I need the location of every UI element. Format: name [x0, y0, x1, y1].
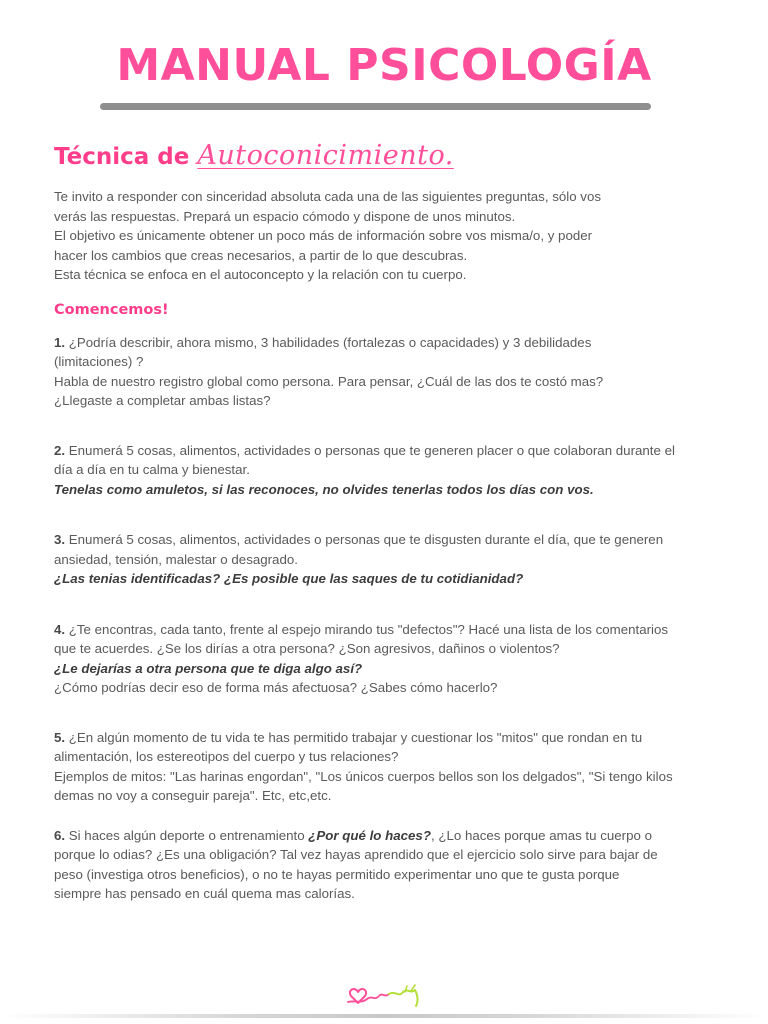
question-5: [54, 728, 734, 806]
footer-bar: [0, 1014, 768, 1018]
question-text: ansiedad, tensión, malestar o desagrado.: [54, 551, 298, 567]
question-4: [54, 620, 734, 698]
question-emphasis: ¿Le dejarías a otra persona que te diga algo así?: [54, 660, 363, 676]
heart-scribble-logo-icon: [345, 982, 425, 1010]
question-text: que te acuerdes. ¿Se los dirías a otra persona? ¿Son agresivos, dañinos o violentos?: [54, 641, 560, 656]
question-text: peso (investiga otros beneficios), o no te hayas permitido experimentar uno que te gusta porque: [54, 866, 620, 882]
question-emphasis: ¿Las tenias identificadas? ¿Es posible que las saques de tu cotidianidad?: [54, 571, 524, 586]
intro-line: hacer los cambios que creas necesarios, a partir de lo que descubras.: [54, 247, 468, 263]
section-heading: [54, 140, 454, 171]
question-text: siempre has pensado en cuál quema mas calorías.: [54, 886, 355, 901]
question-text: ¿Cómo podrías decir eso de forma más afectuosa? ¿Sabes cómo hacerlo?: [54, 680, 498, 695]
document-body: [54, 187, 734, 904]
question-text: (limitaciones) ?: [54, 354, 144, 369]
question-text: ¿Llegaste a completar ambas listas?: [54, 393, 271, 408]
question-2: [54, 441, 734, 500]
intro-line: verás las respuestas. Prepará un espacio cómodo y dispone de unos minutos.: [54, 208, 516, 224]
question-number: 5.: [54, 729, 66, 745]
intro-paragraph: [54, 187, 734, 285]
page-title: MANUAL PSICOLOGÍA: [116, 40, 652, 91]
intro-line: Te invito a responder con sinceridad absoluta cada una de las siguientes preguntas, sólo vos: [54, 189, 601, 204]
question-text: , ¿Lo haces porque amas tu cuerpo o: [430, 827, 652, 843]
question-number: 6.: [54, 827, 66, 843]
question-number: 1.: [54, 334, 66, 350]
question-text: ¿Podría describir, ahora mismo, 3 habilidades (fortalezas o capacidades) y 3 debilidades: [65, 334, 592, 350]
intro-line: Esta técnica se enfoca en el autoconcepto y la relación con tu cuerpo.: [54, 267, 467, 282]
question-emphasis: ¿Por qué lo haces?: [308, 827, 431, 843]
question-text: Enumerá 5 cosas, alimentos, actividades o personas que te generen placer o que colaboran durante el: [65, 442, 675, 458]
section-heading-label: Técnica de: [54, 144, 190, 170]
question-text: demas no voy a conseguir pareja". Etc, etc,etc.: [54, 788, 332, 803]
question-text: ¿Te encontras, cada tanto, frente al espejo mirando tus "defectos"? Hacé una lista de los comentarios: [65, 621, 669, 637]
question-number: 2.: [54, 442, 66, 458]
question-6: [54, 826, 734, 904]
intro-line: El objetivo es únicamente obtener un poco más de información sobre vos misma/o, y poder: [54, 228, 593, 243]
question-text: Enumerá 5 cosas, alimentos, actividades o personas que te disgusten durante el día, que te generen: [65, 532, 664, 547]
question-text: porque lo odias? ¿Es una obligación? Tal vez hayas aprendido que el ejercicio solo sirve para bajar de: [54, 847, 658, 862]
start-subheading: Comencemos!: [54, 301, 169, 318]
question-1: [54, 333, 734, 411]
question-number: 4.: [54, 621, 66, 637]
question-3: [54, 530, 734, 589]
question-text: Si haces algún deporte o entrenamiento: [65, 827, 309, 843]
question-text: alimentación, los estereotipos del cuerpo y tus relaciones?: [54, 749, 399, 764]
question-text: Habla de nuestro registro global como persona. Para pensar, ¿Cuál de las dos te costó mas?: [54, 373, 604, 389]
title-divider: [100, 103, 651, 110]
question-number: 3.: [54, 532, 66, 547]
question-text: Ejemplos de mitos: "Las harinas engordan", "Los únicos cuerpos bellos son los delgados", "Si tengo kilos: [54, 768, 673, 784]
section-heading-script: Autoconicimiento.: [197, 140, 454, 171]
question-emphasis: Tenelas como amuletos, si las reconoces, no olvides tenerlas todos los días con vos.: [54, 481, 594, 497]
question-text: día a día en tu calma y bienestar.: [54, 462, 250, 477]
question-text: ¿En algún momento de tu vida te has permitido trabajar y cuestionar los "mitos" que rondan en tu: [65, 729, 643, 745]
